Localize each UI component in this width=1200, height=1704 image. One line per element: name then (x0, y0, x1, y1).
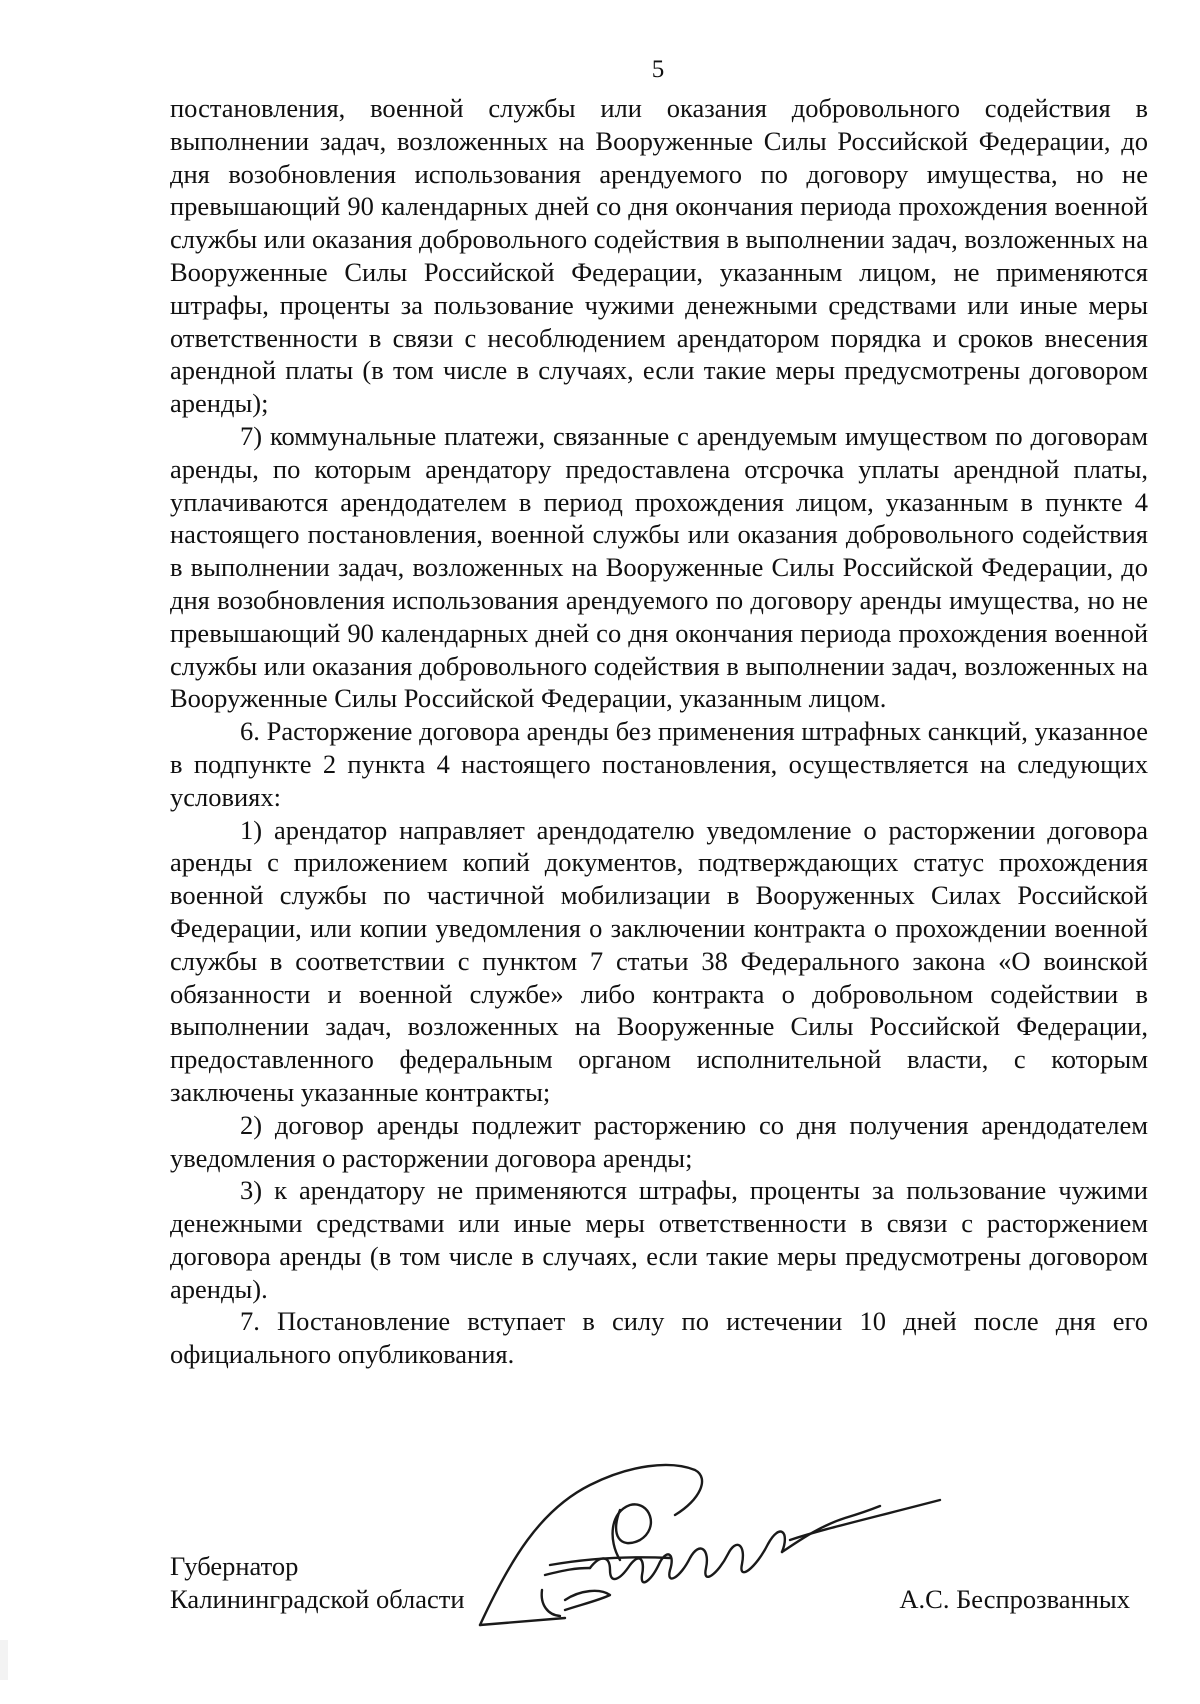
signer-name: А.С. Беспрозванных (899, 1584, 1130, 1614)
signer-position (170, 1550, 465, 1616)
paragraph-item-2: 2) договор аренды подлежит расторжению со дня получения арендодателем уведомления о расторжении договора аренды; (170, 1109, 1148, 1173)
paragraph-section-7: 7. Постановление вступает в силу по истечении 10 дней после дня его официального опубликования. (170, 1306, 1148, 1370)
signer-position-line1: Губернатор (170, 1551, 299, 1581)
page-number: 5 (651, 56, 665, 83)
signer-position-line2: Калининградской области (170, 1583, 465, 1614)
paragraph-item-3: 3) к арендатору не применяются штрафы, проценты за пользование чужими денежными средствами или иные меры ответственности в связи с расторжением договора аренды (в том числе в случаях, если такие меры предусмотрены договором аренды). (170, 1175, 1148, 1304)
paragraph-section-6: 6. Расторжение договора аренды без применения штрафных санкций, указанное в подпункте 2 пункта 4 настоящего постановления, осуществляется на следующих условиях: (170, 716, 1148, 812)
signature-block (0, 1440, 1200, 1640)
scan-edge-mark (0, 1640, 8, 1680)
document-body (170, 92, 1148, 1371)
paragraph-item-1: 1) арендатор направляет арендодателю уведомление о расторжении договора аренды с приложением копий документов, подтверждающих статус прохождения военной службы по частичной мобилизации в Вооруженных Силах Российской Федерации, или копии уведомления о заключении контракта о прохождении военной службы в соответствии с пунктом 7 статьи 38 Федерального закона «О воинской обязанности и военной службе» либо контракта о добровольном содействии в выполнении задач, возложенных на Вооруженные Силы Российской Федерации, предоставленного федеральным органом исполнительной власти, с которым заключены указанные контракты; (170, 814, 1148, 1107)
handwritten-signature (470, 1440, 950, 1640)
paragraph-item-7: 7) коммунальные платежи, связанные с арендуемым имуществом по договорам аренды, по которым арендатору предоставлена отсрочка уплаты арендной платы, уплачиваются арендодателем в период прохождения лицом, указанным в пункте 4 настоящего постановления, военной службы или оказания добровольного содействия в выполнении задач, возложенных на Вооруженные Силы Российской Федерации, до дня возобновления использования арендуемого по договору аренды имущества, но не превышающий 90 календарных дней со дня окончания периода прохождения военной службы или оказания добровольного содействия в выполнении задач, возложенных на Вооруженные Силы Российской Федерации, указанным лицом. (170, 420, 1148, 714)
paragraph-continuation: постановления, военной службы или оказания добровольного содействия в выполнении задач, возложенных на Вооруженные Силы Российской Федерации, до дня возобновления использования арендуемого по договору имущества, но не превышающий 90 календарных дней со дня окончания периода прохождения военной службы или оказания добровольного содействия в выполнении задач, возложенных на Вооруженные Силы Российской Федерации, указанным лицом, не применяются штрафы, проценты за пользование чужими денежными средствами или иные меры ответственности в связи с несоблюдением арендатором порядка и сроков внесения арендной платы (в том числе в случаях, если такие меры предусмотрены договором аренды); (170, 93, 1148, 419)
